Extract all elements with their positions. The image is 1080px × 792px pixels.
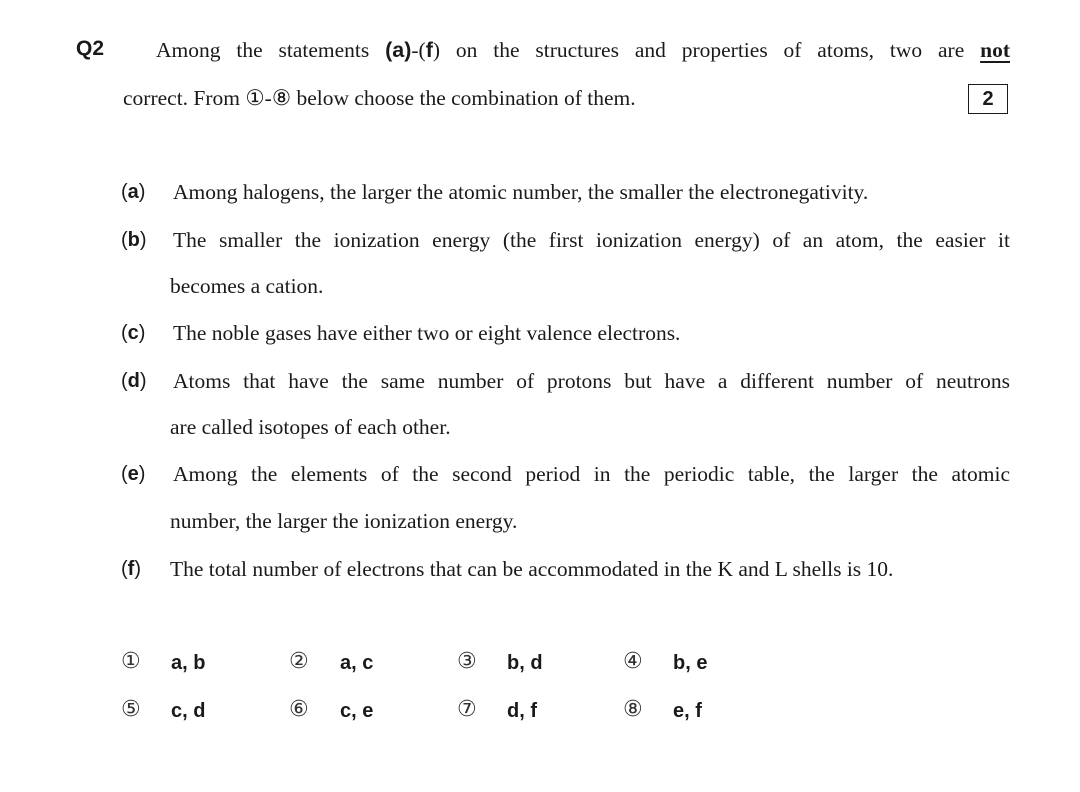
question-intro-line1	[156, 38, 1010, 63]
choice-5-value: c, d	[171, 700, 206, 722]
choice-1-number: ①	[121, 649, 141, 674]
statement-label-e: (e)	[121, 463, 146, 485]
choice-8-number: ⑧	[623, 697, 643, 722]
statement-label-d: (d)	[121, 370, 147, 392]
statement-f-text: The total number of electrons that can be accommodated in the K and L shells is 10.	[170, 557, 894, 581]
statement-b-text: The smaller the ionization energy (the first ionization energy) of an atom, the easier it	[173, 228, 1010, 252]
statement-e-text: Among the elements of the second period in the periodic table, the larger the atomic	[173, 462, 1010, 486]
choice-2-value: a, c	[340, 652, 374, 674]
choice-8-value: e, f	[673, 700, 702, 722]
not-emphasis: not	[980, 38, 1010, 62]
answer-number-box: 2	[968, 84, 1008, 114]
question-intro-line2: correct. From ①-⑧ below choose the combination of them.	[123, 86, 636, 110]
statement-e-continuation: number, the larger the ionization energy.	[170, 509, 518, 533]
choice-2-number: ②	[289, 649, 309, 674]
statement-label-b: (b)	[121, 229, 147, 251]
intro-text-end: ) on the structures and properties of atoms, two are	[432, 38, 981, 62]
choice-3-value: b, d	[507, 652, 543, 674]
range-end-label: f	[425, 38, 433, 62]
choice-4-value: b, e	[673, 652, 708, 674]
choice-3-number: ③	[457, 649, 477, 674]
statement-a-text: Among halogens, the larger the atomic number, the smaller the electronegativity.	[173, 180, 869, 204]
intro-text-start: Among the statements	[156, 38, 386, 62]
range-separator: -(	[411, 38, 426, 62]
statement-d-continuation: are called isotopes of each other.	[170, 415, 451, 439]
choice-6-value: c, e	[340, 700, 374, 722]
statement-d-text: Atoms that have the same number of protons but have a different number of neutrons	[173, 369, 1010, 393]
choice-6-number: ⑥	[289, 697, 309, 722]
choice-1-value: a, b	[171, 652, 206, 674]
question-number: Q2	[76, 37, 105, 60]
statement-label-a: (a)	[121, 181, 146, 203]
statement-b-continuation: becomes a cation.	[170, 274, 324, 298]
choice-7-number: ⑦	[457, 697, 477, 722]
statement-label-f: (f)	[121, 558, 142, 580]
range-start-label: (a)	[385, 38, 412, 62]
choice-7-value: d, f	[507, 700, 537, 722]
statement-label-c: (c)	[121, 322, 146, 344]
choice-5-number: ⑤	[121, 697, 141, 722]
statement-c-text: The noble gases have either two or eight valence electrons.	[173, 321, 681, 345]
choice-4-number: ④	[623, 649, 643, 674]
